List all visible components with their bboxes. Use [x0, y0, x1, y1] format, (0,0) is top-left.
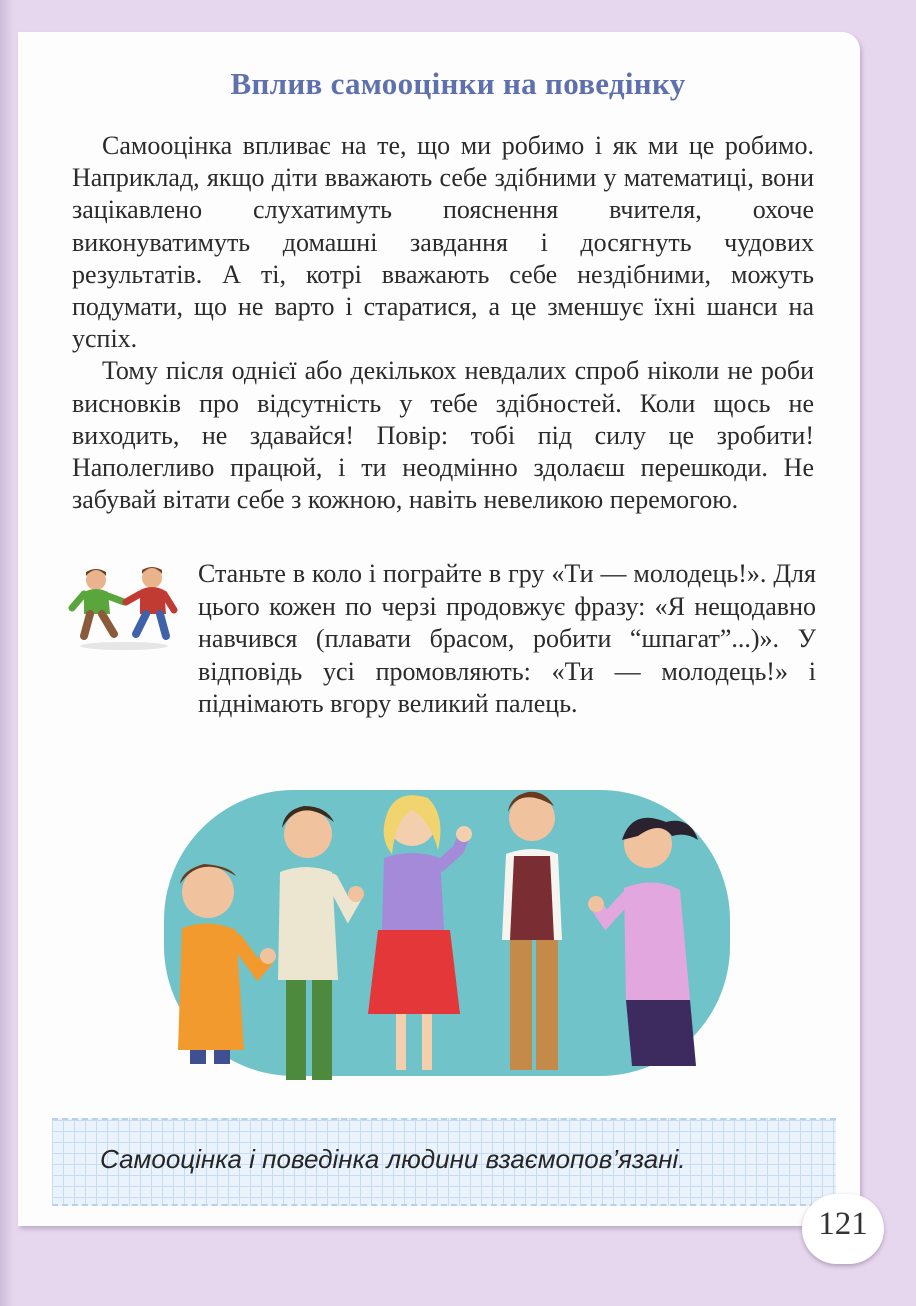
main-text: [72, 130, 814, 516]
page-binding-edge: [0, 0, 14, 1306]
paragraph-2: Тому після однієї або декількох невдалих спроб ніколи не роби висновків про відсутність у тебе здібностей. Коли щось не виходить, не здавайся! Повір: тобі під силу це зробити! Наполегливо працюй, і ти неодмінно здолаєш перешкоди. Не забувай вітати себе з кожною, навіть невеликою перемогою.: [72, 356, 814, 515]
activity-block: [66, 558, 818, 748]
paragraph-1: Самооцінка впливає на те, що ми робимо і як ми це робимо. Наприклад, якщо діти вважають себе здібними у математиці, вони зацікавлено слухатимуть пояснення вчителя, охоче виконуватимуть домашні завдання і досягнуть чудових результатів. А ті, котрі вважають себе нездібними, можуть подумати, що не варто і старатися, а це зменшує їхні шанси на успіх.: [72, 131, 814, 354]
conclusion-text: Самооцінка і поведінка людини взаємопов’язані.: [100, 1144, 686, 1174]
children-thumbs-up-illustration: [160, 780, 734, 1088]
two-kids-playing-icon: [66, 562, 184, 652]
page-number-badge: [802, 1194, 884, 1264]
page-number: 121: [818, 1206, 868, 1242]
activity-instructions: Станьте в коло і пограйте в гру «Ти — молодець!». Для цього кожен по черзі продовжує фразу: «Я нещодавно навчився (плавати брасом, робити “шпагат”...)». У відповідь усі промовляють: «Ти — молодець!» і піднімають вгору великий палець.: [198, 559, 816, 718]
page-title: Вплив самооцінки на поведінку: [230, 66, 686, 101]
conclusion-note: [52, 1118, 836, 1206]
